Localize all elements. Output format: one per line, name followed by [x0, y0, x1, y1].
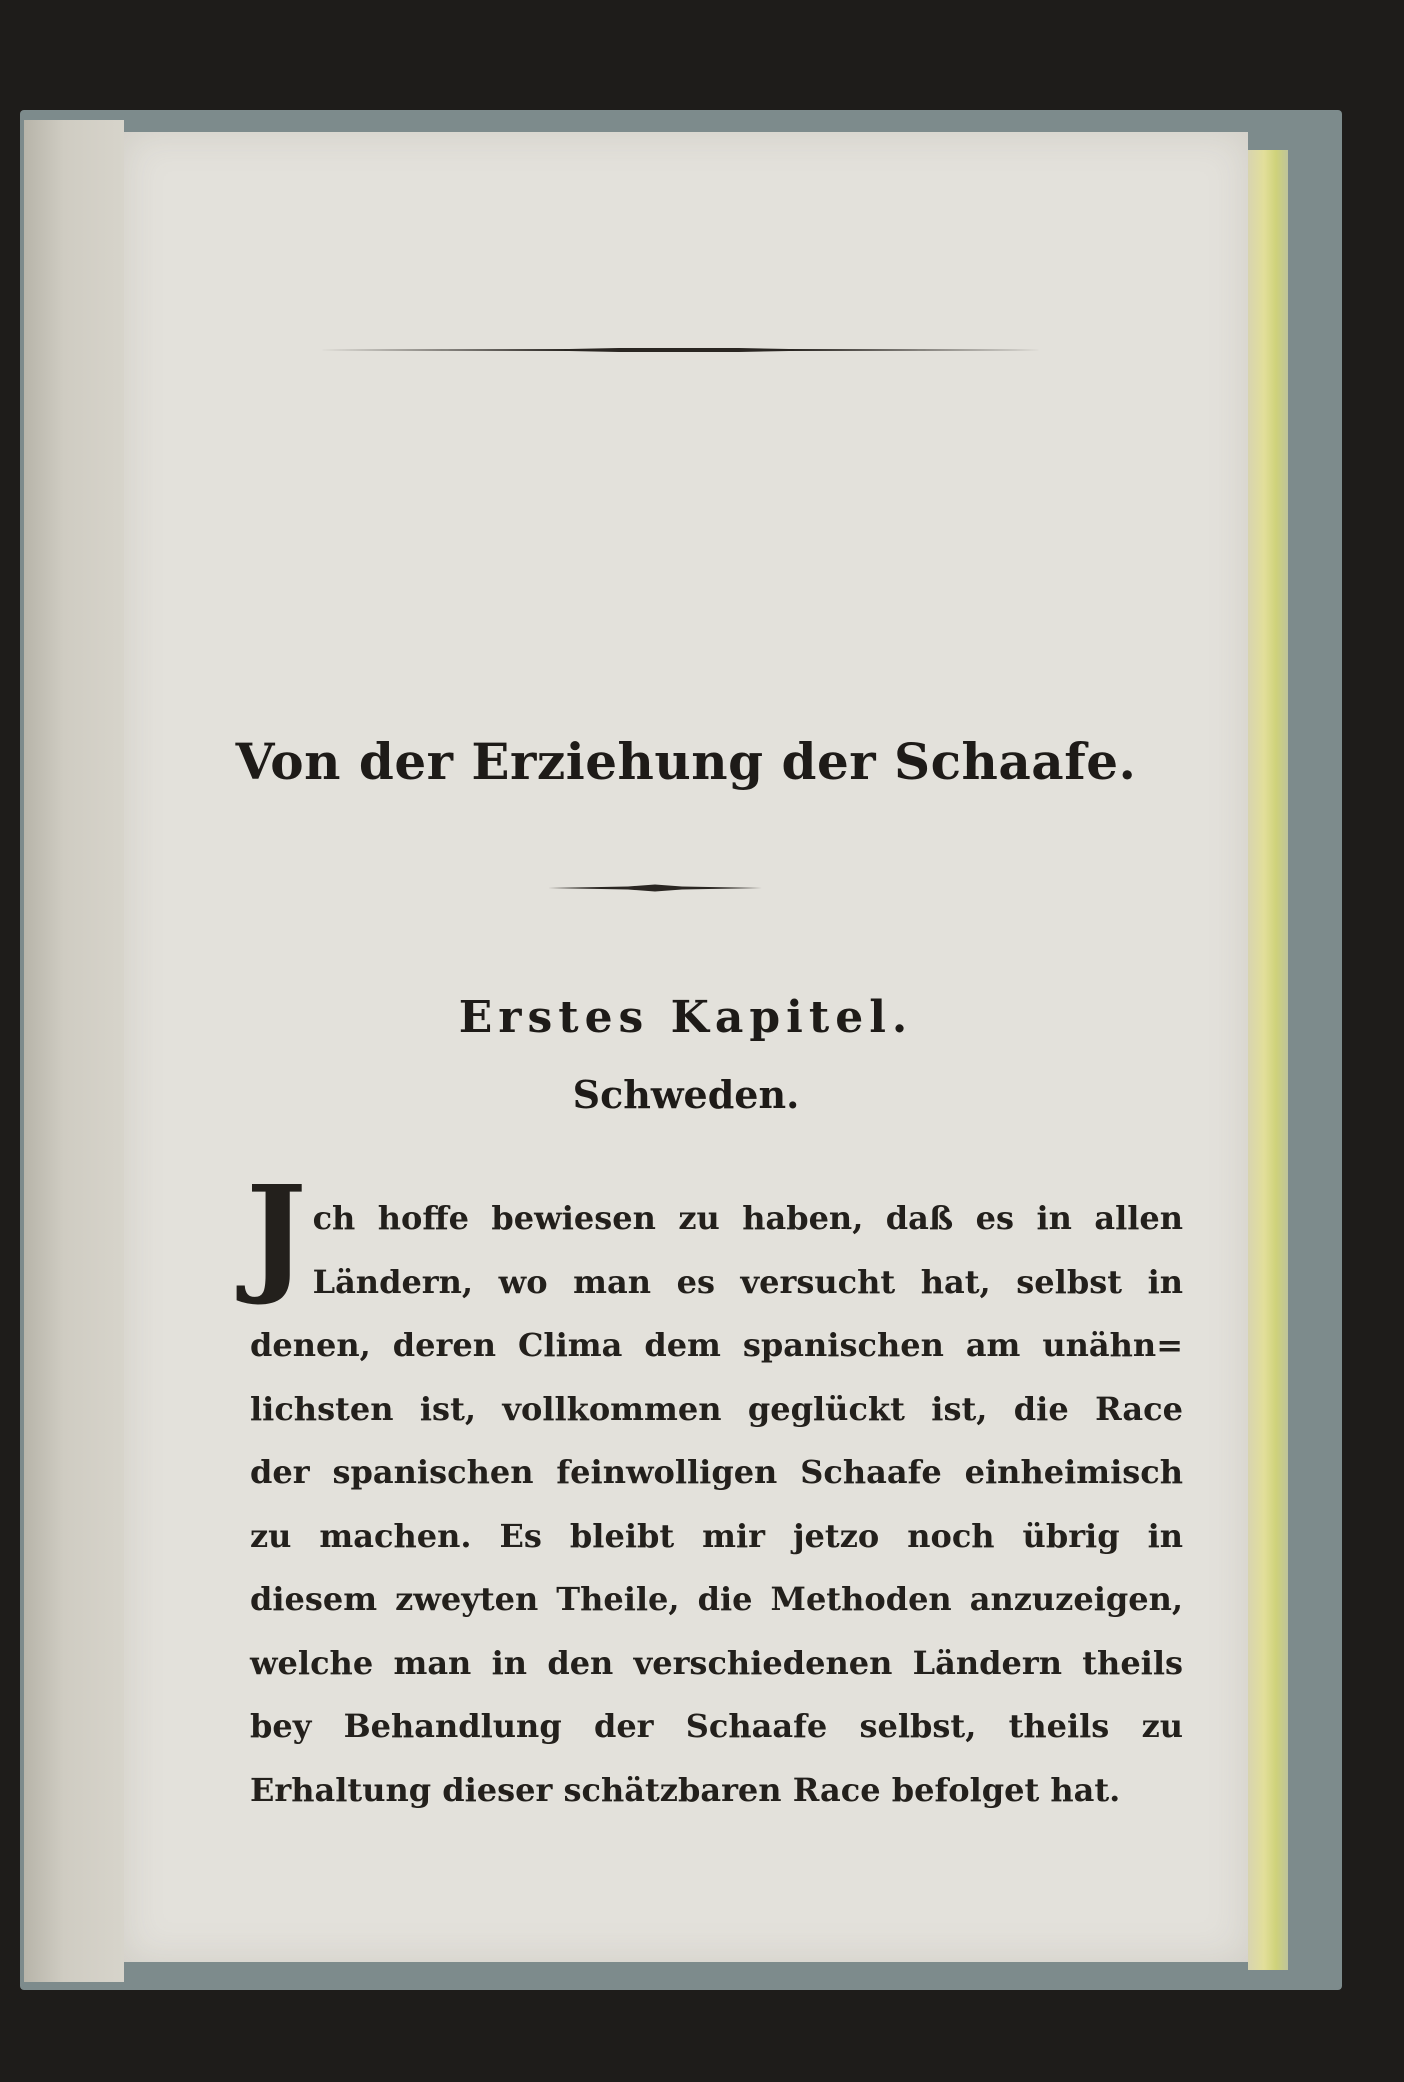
body-paragraph: [246, 1159, 1183, 1822]
body-line: zu machen. Es bleibt mir jetzo noch übrig in: [250, 1516, 1183, 1555]
body-line: ch hoffe bewiesen zu haben, daß es in allen: [312, 1199, 1183, 1237]
drop-initial: J: [246, 1159, 307, 1309]
body-line: welche man in den verschiedenen Ländern theils: [250, 1643, 1183, 1682]
body-line: denen, deren Clima dem spanischen am unähn=: [250, 1326, 1183, 1364]
top-decorative-rule: [319, 347, 1041, 353]
body-line: diesem zweyten Theile, die Methoden anzuzeigen,: [250, 1580, 1183, 1618]
body-line: Erhaltung dieser schätzbaren Race befolget hat.: [250, 1770, 1121, 1809]
body-line: bey Behandlung der Schaafe selbst, theils zu: [250, 1707, 1183, 1745]
body-line: lichsten ist, vollkommen geglückt ist, die Race: [250, 1389, 1183, 1428]
left-page-edge: [24, 120, 124, 1982]
section-title: Schweden.: [572, 1072, 800, 1117]
chapter-heading: Erstes Kapitel.: [458, 992, 914, 1043]
page-edges: [1248, 150, 1288, 1970]
body-line: der spanischen feinwolligen Schaafe einheimisch: [250, 1453, 1183, 1491]
page-title: Von der Erziehung der Schaafe.: [235, 732, 1137, 791]
middle-decorative-rule: [548, 883, 762, 893]
body-line: Ländern, wo man es versucht hat, selbst in: [312, 1262, 1183, 1301]
right-page: [124, 132, 1248, 1962]
